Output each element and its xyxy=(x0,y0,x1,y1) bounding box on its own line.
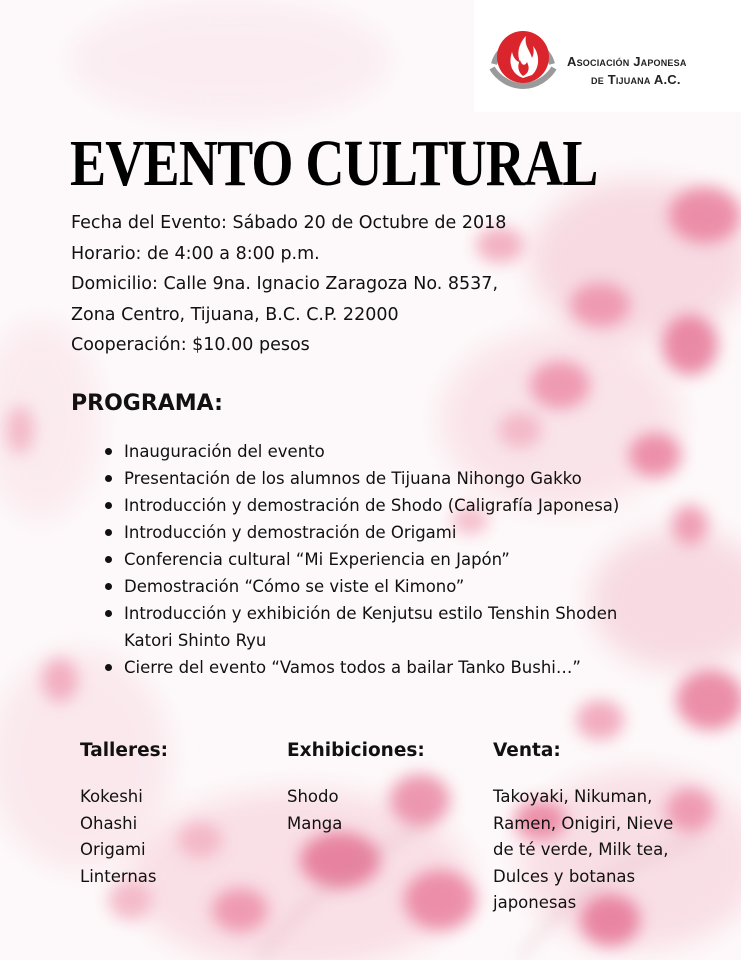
event-date: Fecha del Evento: Sábado 20 de Octubre de 2018 xyxy=(71,213,507,233)
list-item: Introducción y demostración de Shodo (Caligrafía Japonesa) xyxy=(100,492,700,519)
list-item: Ramen, Onigiri, Nieve xyxy=(493,813,674,833)
organization-name xyxy=(567,53,687,89)
list-item: Dulces y botanas xyxy=(493,866,636,886)
organization-logo xyxy=(474,0,741,112)
event-schedule: Horario: de 4:00 a 8:00 p.m. xyxy=(71,243,320,264)
list-item: Demostración “Cómo se viste el Kimono” xyxy=(100,573,700,600)
flame-circle-logo-icon xyxy=(488,22,558,92)
list-item: Introducción y exhibición de Kenjutsu estilo Tenshin Shoden Katori Shinto Ryu xyxy=(100,600,664,654)
exhibiciones-heading: Exhibiciones: xyxy=(287,740,425,761)
list-item: Inauguración del evento xyxy=(100,438,700,465)
list-item: Presentación de los alumnos de Tijuana Nihongo Gakko xyxy=(100,465,700,492)
venta-heading: Venta: xyxy=(493,740,561,761)
event-address-line1: Domicilio: Calle 9na. Ignacio Zaragoza No. 8537, xyxy=(71,274,499,294)
list-item: japonesas xyxy=(493,893,577,912)
talleres-section xyxy=(80,738,168,890)
event-details xyxy=(71,208,506,361)
talleres-heading: Talleres: xyxy=(80,740,169,761)
event-address-line2: Zona Centro, Tijuana, B.C. C.P. 22000 xyxy=(71,304,399,325)
list-item: Shodo xyxy=(287,787,339,806)
list-item: Ohashi xyxy=(80,813,138,833)
programa-list xyxy=(100,438,700,681)
list-item: Takoyaki, Nikuman, xyxy=(493,787,653,806)
organization-name-line1: Asociación Japonesa xyxy=(567,54,687,69)
programa-heading: PROGRAMA: xyxy=(71,391,223,416)
list-item: Manga xyxy=(287,813,343,833)
list-item: Cierre del evento “Vamos todos a bailar Tanko Bushi…” xyxy=(100,654,700,681)
list-item: Linternas xyxy=(80,866,157,886)
list-item: de té verde, Milk tea, xyxy=(493,840,669,859)
list-item: Introducción y demostración de Origami xyxy=(100,519,700,546)
list-item: Origami xyxy=(80,840,146,859)
organization-name-line2: de Tijuana A.C. xyxy=(591,72,681,87)
list-item: Conferencia cultural “Mi Experiencia en Japón” xyxy=(100,546,700,573)
event-title: EVENTO CULTURAL xyxy=(70,127,598,200)
venta-section xyxy=(493,738,673,917)
list-item: Kokeshi xyxy=(80,787,143,806)
exhibiciones-section xyxy=(287,738,425,837)
event-cost: Cooperación: $10.00 pesos xyxy=(71,335,310,355)
